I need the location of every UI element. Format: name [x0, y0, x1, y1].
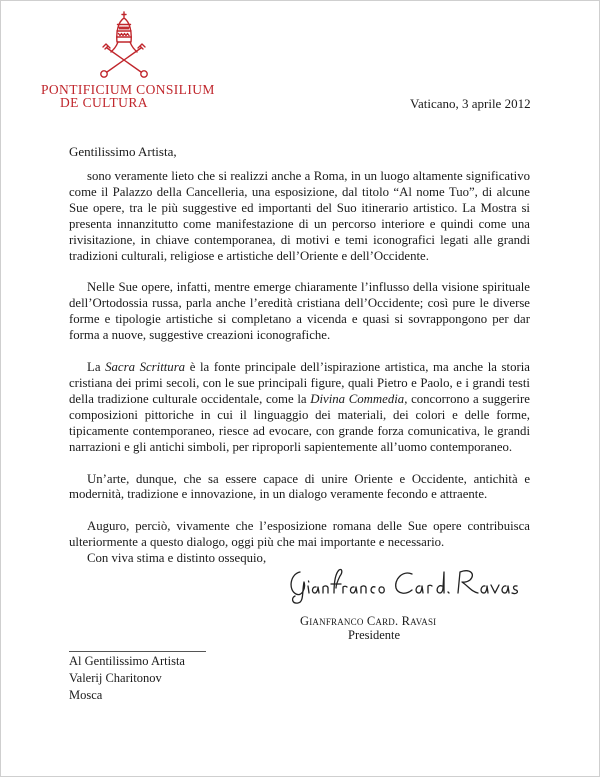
letterhead-institution — [41, 83, 215, 109]
letter-body — [69, 169, 530, 567]
body-paragraph-3 — [69, 360, 530, 455]
paragraph-3-text-a: La — [87, 360, 106, 375]
handwritten-signature — [286, 562, 518, 604]
recipient-block — [69, 653, 185, 704]
body-paragraph-2: Nelle Sue opere, infatti, mentre emerge chiaramente l’influsso della visione spirituale dell’Ortodossia russa, parla anche l’eredità cristiana dell’Occidente; così pure le diverse forme e tipologie artistiche si completano a vicenda e quasi si sovrappongono per dar forma a nuove, suggestive creazioni iconografiche. — [69, 280, 530, 343]
body-paragraph-4: Un’arte, dunque, che sa essere capace di unire Oriente e Occidente, antichità e modernità, tradizione e innovazione, in un dialogo veramente fecondo e attraente. — [69, 471, 530, 502]
signer-name: Gianfranco Card. Ravasi — [300, 614, 437, 628]
recipient-line-3: Mosca — [69, 688, 103, 702]
papal-crest-icon — [89, 8, 159, 78]
letterhead-line-1: PONTIFICIUM CONSILIUM — [41, 82, 215, 97]
body-paragraph-5: Auguro, perciò, vivamente che l’esposizione romana delle Sue opere contribuisca ulteriormente a questo dialogo, oggi più che mai importante e necessario. — [69, 519, 530, 550]
signer-title: Presidente — [348, 628, 401, 642]
sacra-scrittura-italic: Sacra Scrittura — [105, 360, 186, 375]
salutation: Gentilissimo Artista, — [69, 144, 177, 159]
letterhead-line-2: DE CULTURA — [60, 95, 148, 110]
paragraph-3-text-b: è la fonte principale dell’ispirazione artistica, ma anche la storia cristiana dei primi secoli, con le sue principali figure, quali Pietro e Paolo, e i grandi testi della tradizione culturale occidentale, come la — [69, 360, 530, 406]
recipient-line-2: Valerij Charitonov — [69, 671, 162, 685]
recipient-divider — [69, 651, 206, 652]
letter-date: Vaticano, 3 aprile 2012 — [410, 96, 531, 111]
divina-commedia-italic: Divina Commedia — [310, 391, 405, 406]
recipient-line-1: Al Gentilissimo Artista — [69, 654, 185, 668]
closing-line: Con viva stima e distinto ossequio, — [87, 551, 267, 566]
paragraph-3-text-c: , concorrono a suggerire composizioni pittoriche in cui il linguaggio dei materiali, dei colori e delle forme, tipicamente contemporaneo, riesce ad evocare, con grande forza comunicativa, le grandi narrazioni e gli antichi simboli, per riproporli sapientemente all’uomo contemporaneo. — [69, 391, 530, 454]
body-paragraph-1: sono veramente lieto che si realizzi anche a Roma, in un luogo altamente significativo come il Palazzo della Cancelleria, una esposizione, dal titolo “Al nome Tuo”, di alcune Sue opere, tra le più suggestive ed importanti del Suo itinerario artistico. La Mostra si presenta innanzitutto come manifestazione di un percorso interiore e quindi come una rivisitazione, in chiave contemporanea, di motivi e temi iconografici legati alle grandi tradizioni culturali, religiose e artistiche dell’Oriente e dell’Occidente. — [69, 169, 530, 263]
